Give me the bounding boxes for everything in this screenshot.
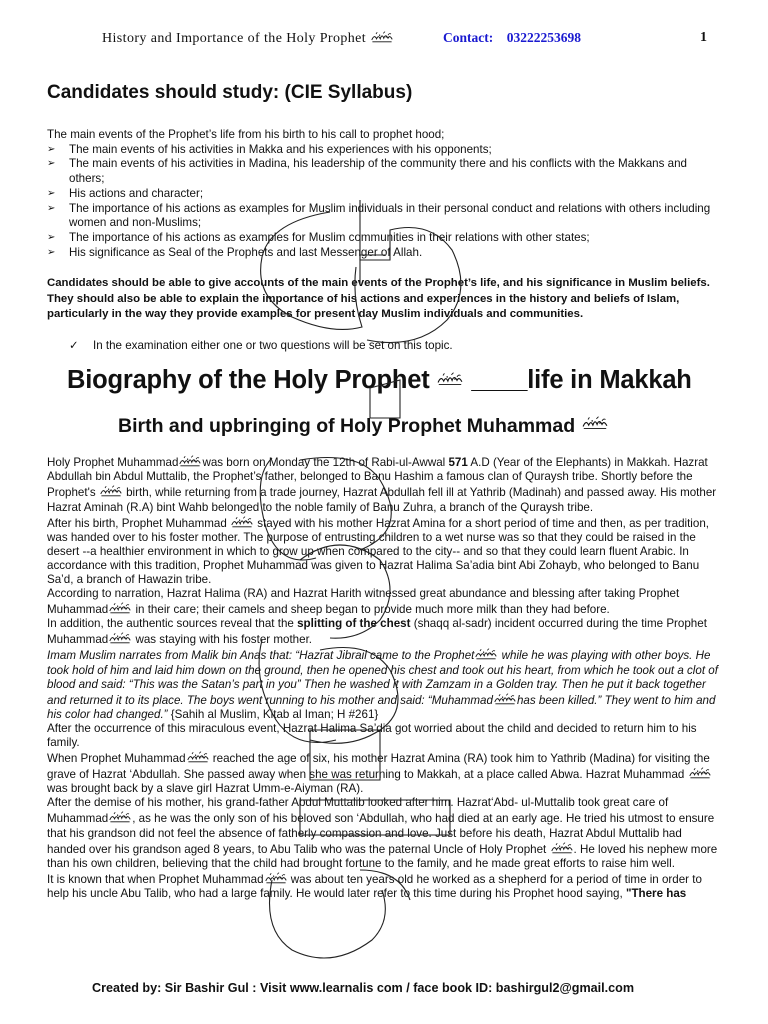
- syllabus-list: [47, 143, 723, 261]
- paragraph: After the demise of his mother, his grand-father Abdul Muttalib looked after him. Hazrat‘Abd- ul-Muttalib took great care of Muhammad , as he was the only son of his beloved son ‘Abdullah, who had died at an early age. He tried his utmost to ensure that his grandson did not feel the absence of fatherly compassion and love. Just before his death, Hazrat Abdul Muttalib had handed over his grandson aged 8 years, to Abu Talib who was the paternal Uncle of Holy Prophet . He loved his nephew more than his own children, believing that the child had brought fortune to the family, and he made great efforts to raise him well.: [47, 796, 718, 870]
- pbuh-calligraphy-icon: [99, 484, 123, 498]
- list-item: ➢ The main events of his activities in Madina, his leadership of the community there and his conflicts with the Makkans and others;: [47, 157, 687, 186]
- main-title: Biography of the Holy Prophet ____life in Makkah: [67, 366, 692, 395]
- paragraph: Holy Prophet Muhammad was born on Monday the 12th of Rabi-ul-Awwal 571 A.D (Year of the Elephants) in Makkah. Hazrat Abdullah bin Abdul Muttalib, the Prophet’s father, belonged to Banu Hashim a famous clan of Quraysh tribe. Shortly before the Prophet's birth, while returning from a trade journey, Hazrat Abdullah fell ill at Yathrib (Madinah) and passed away. His mother Hazrat Aminah (R.A) bint Wahb belonged to the noble family of Banu Zuhra, a branch of the Quraysh tribe.: [47, 456, 717, 514]
- pbuh-calligraphy-icon: [178, 454, 202, 468]
- page-footer: Created by: Sir Bashir Gul : Visit www.learnalis com / face book ID: bashirgul2@gmail.com: [92, 981, 635, 995]
- paragraph: In addition, the authentic sources reveal that the splitting of the chest (shaqq al-sadr) incident occurred during the time Prophet Muhammad was staying with his foster mother.: [47, 617, 707, 647]
- list-item: ➢ His actions and character;: [47, 186, 204, 200]
- header-title: History and Importance of the Holy Prophet: [102, 30, 394, 47]
- list-item: ➢ The main events of his activities in Makka and his experiences with his opponents;: [47, 142, 492, 156]
- pbuh-calligraphy-icon: [108, 601, 132, 615]
- pbuh-calligraphy-icon: [186, 750, 210, 764]
- list-item: ➢ The importance of his actions as examples for Muslim communities in their relations with other states;: [47, 230, 590, 244]
- syllabus-heading: Candidates should study: (CIE Syllabus): [47, 82, 413, 103]
- arrow-bullet-icon: ➢: [47, 202, 56, 214]
- pbuh-calligraphy-icon: [436, 367, 464, 387]
- pbuh-calligraphy-icon: [264, 871, 288, 885]
- subsection-title: Birth and upbringing of Holy Prophet Muhammad: [118, 413, 723, 438]
- hadith-quote: Imam Muslim narrates from Malik bin Anas that: “Hazrat Jibrail came to the Prophet while he was playing with other boys. He took hold of him and laid him down on the ground, then he opened his chest and took out his heart, from which he took out a clot of blood and said: “This was the Satan’s part in you” Then he washed it with Zamzam in a Golden tray. Then he put it back together and returned it to its place. The boys went running to his mother and said: “Muhammad has been killed.” They went to him and his color had changed.” {Sahih al Muslim, Kitab al Iman; H #261}: [47, 649, 718, 721]
- paragraph: After his birth, Prophet Muhammad stayed with his mother Hazrat Amina for a short period of time and then, as per tradition, was handed over to his foster mother. The purpose of entrusting children to a wet nurse was so that they could be raised in the desert --a healthier environment in which to grow up when compared to the city-- and so that they could learn fluent Arabic. In accordance with this tradition, Prophet Muhammad was given to Hazrat Halima Sa’adia bint Abi Zohayb, who belonged to Banu Sa’d, a branch of Hawazin tribe.: [47, 516, 710, 586]
- list-item: ➢ His significance as Seal of the Prophets and last Messenger of Allah.: [47, 245, 423, 259]
- intro-line: The main events of the Prophet’s life from his birth to his call to prophet hood;: [47, 128, 445, 141]
- exam-note: ✓ In the examination either one or two questions will be set on this topic.: [69, 339, 453, 353]
- pbuh-calligraphy-icon: [230, 515, 254, 529]
- paragraph: According to narration, Hazrat Halima (RA) and Hazrat Harith witnessed great abundance and blessing after taking Prophet Muhammad in their care; their camels and sheep began to provide much more milk than they had before.: [47, 587, 680, 617]
- pbuh-calligraphy-icon: [108, 810, 132, 824]
- paragraph: After the occurrence of this miraculous event, Hazrat Halima Sa’dia got worried about the child and decided to return him to his family.: [47, 721, 697, 749]
- paragraph: When Prophet Muhammad reached the age of six, his mother Hazrat Amina (RA) took him to Yathrib (Madina) for visiting the grave of Hazrat ‘Abdullah. She passed away when she was returning to Makkah, at a place called Abwa. Hazrat Muhammad was brought back by a slave girl Hazrat Umm-e-Aiyman (RA).: [47, 752, 710, 796]
- pbuh-calligraphy-icon: [474, 647, 498, 661]
- page-number: 1: [700, 30, 707, 45]
- arrow-bullet-icon: ➢: [47, 143, 56, 155]
- checkmark-icon: ✓: [69, 339, 79, 353]
- header-contact: Contact: 03222253698: [443, 30, 581, 45]
- pbuh-calligraphy-icon: [108, 631, 132, 645]
- pbuh-calligraphy-icon: [581, 413, 609, 433]
- arrow-bullet-icon: ➢: [47, 158, 56, 170]
- pbuh-calligraphy-icon: [370, 30, 394, 44]
- page-header: [0, 30, 768, 50]
- arrow-bullet-icon: ➢: [47, 246, 56, 258]
- pbuh-calligraphy-icon: [493, 692, 517, 706]
- paragraph: It is known that when Prophet Muhammad was about ten years old he worked as a shepherd for a period of time in order to help his uncle Abu Talib, who had a large family. He would later refer to this time during his Prophet hood saying, "There has: [47, 872, 702, 900]
- pbuh-calligraphy-icon: [688, 766, 712, 780]
- arrow-bullet-icon: ➢: [47, 187, 56, 199]
- list-item: ➢ The importance of his actions as examples for Muslim individuals in their personal conduct and relations with others including women and non-Muslims;: [47, 201, 711, 230]
- biography-text: [47, 454, 723, 901]
- objectives-paragraph: Candidates should be able to give accounts of the main events of the Prophet’s life, and his significance in Muslim beliefs. They should also be able to explain the importance of his actions and experiences in the history and beliefs of Islam, particularly in the way they provide examples for present day Muslim individuals and communities.: [47, 277, 710, 320]
- page-content: [47, 82, 723, 901]
- arrow-bullet-icon: ➢: [47, 231, 56, 243]
- pbuh-calligraphy-icon: [550, 841, 574, 855]
